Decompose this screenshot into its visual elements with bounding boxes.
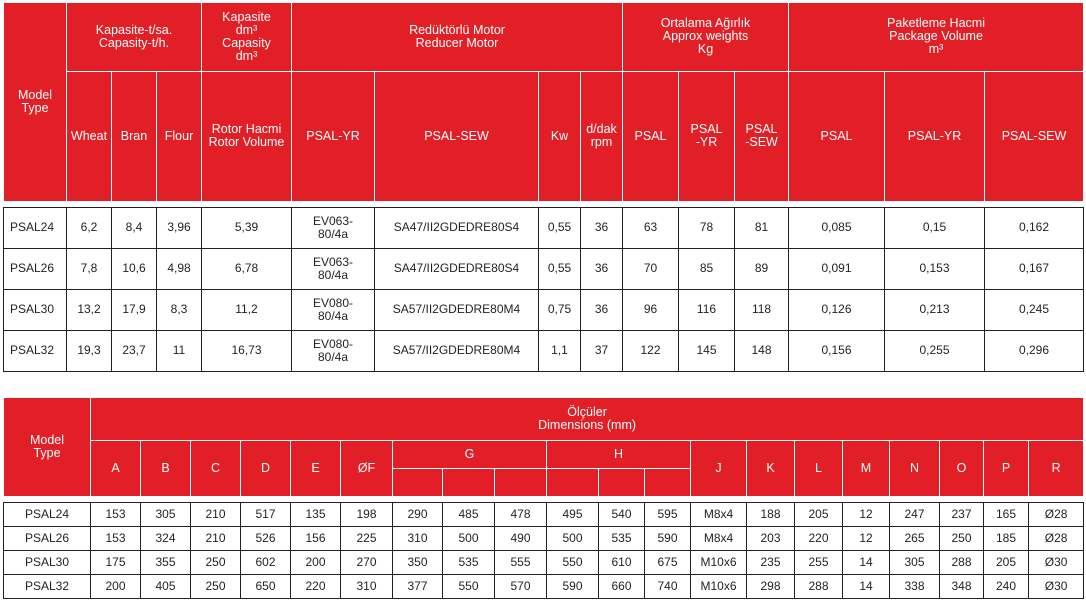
table-cell: 0,167 — [985, 248, 1084, 289]
table-cell: EV063- 80/4a — [292, 248, 375, 289]
table-cell: 16,73 — [202, 330, 292, 371]
table-cell: 165 — [984, 502, 1029, 526]
table-cell: 310 — [341, 574, 393, 598]
table-row — [4, 502, 1084, 526]
model-cell: PSAL32 — [4, 330, 67, 371]
table-cell: 198 — [341, 502, 393, 526]
table-cell: 270 — [341, 550, 393, 574]
dim-h-sub-header — [599, 468, 645, 496]
table-cell: 153 — [91, 502, 141, 526]
dim-l-header: L — [795, 440, 843, 496]
reducer-motor-header: Redüktörlü Motor Reducer Motor — [292, 3, 623, 71]
table-cell: 405 — [141, 574, 191, 598]
bran-header: Bran — [112, 71, 157, 201]
capacity-table — [3, 3, 1084, 372]
table-cell: 0,085 — [789, 207, 885, 248]
table-row — [4, 207, 1084, 248]
model-cell: PSAL32 — [4, 574, 91, 598]
table-cell: 11,2 — [202, 289, 292, 330]
package-volume-header: Paketleme Hacmi Package Volume m³ — [789, 3, 1084, 71]
table-cell: 495 — [547, 502, 599, 526]
table-cell: 0,213 — [885, 289, 985, 330]
table-cell: 36 — [581, 248, 623, 289]
table-row — [4, 289, 1084, 330]
table-cell: 14 — [843, 550, 890, 574]
table-row — [4, 248, 1084, 289]
table-cell: Ø28 — [1029, 526, 1084, 550]
table-cell: 23,7 — [112, 330, 157, 371]
table-row — [4, 550, 1084, 574]
table-cell: 0,55 — [539, 207, 581, 248]
table-cell: Ø28 — [1029, 502, 1084, 526]
dim-g-sub-header — [495, 468, 547, 496]
table-cell: Ø30 — [1029, 574, 1084, 598]
dim-h-header: H — [547, 440, 691, 468]
table-cell: 116 — [679, 289, 735, 330]
table-cell: M8x4 — [691, 526, 747, 550]
table-cell: 247 — [890, 502, 940, 526]
wheat-header: Wheat — [67, 71, 112, 201]
table-cell: 210 — [191, 502, 241, 526]
table-cell: 70 — [623, 248, 679, 289]
table-cell: 377 — [393, 574, 443, 598]
table-cell: Ø30 — [1029, 550, 1084, 574]
table-cell: 205 — [984, 550, 1029, 574]
table-cell: 175 — [91, 550, 141, 574]
table-cell: SA57/II2GDEDRE80M4 — [375, 289, 539, 330]
table-cell: 36 — [581, 207, 623, 248]
dim-e-header: E — [291, 440, 341, 496]
table-cell: 250 — [191, 550, 241, 574]
table-cell: 203 — [747, 526, 795, 550]
table-cell: 220 — [795, 526, 843, 550]
table-cell: M10x6 — [691, 574, 747, 598]
dimensions-table — [3, 398, 1084, 599]
table-cell: 12 — [843, 526, 890, 550]
table-cell: 12 — [843, 502, 890, 526]
weight-psal-yr-header: PSAL -YR — [679, 71, 735, 201]
table-cell: 220 — [291, 574, 341, 598]
table-cell: 89 — [735, 248, 789, 289]
table-cell: 122 — [623, 330, 679, 371]
table-cell: 0,245 — [985, 289, 1084, 330]
table-cell: 0,156 — [789, 330, 885, 371]
table-cell: 96 — [623, 289, 679, 330]
dim-g-sub-header — [393, 468, 443, 496]
table-cell: 188 — [747, 502, 795, 526]
table-cell: SA47/II2GDEDRE80S4 — [375, 248, 539, 289]
table-cell: 255 — [795, 550, 843, 574]
table-cell: 237 — [940, 502, 984, 526]
table-cell: 555 — [495, 550, 547, 574]
dim-m-header: M — [843, 440, 890, 496]
dim-h-sub-header — [645, 468, 691, 496]
table-cell: 14 — [843, 574, 890, 598]
table-cell: 0,091 — [789, 248, 885, 289]
capacity-header: Kapasite-t/sa. Capasity-t/h. — [67, 3, 202, 71]
table-cell: 135 — [291, 502, 341, 526]
table-cell: 200 — [91, 574, 141, 598]
table-cell: 210 — [191, 526, 241, 550]
table-cell: 535 — [599, 526, 645, 550]
dim-g-header: G — [393, 440, 547, 468]
table-cell: 8,4 — [112, 207, 157, 248]
table-cell: 17,9 — [112, 289, 157, 330]
table-cell: 13,2 — [67, 289, 112, 330]
flour-header: Flour — [157, 71, 202, 201]
dim-d-header: D — [241, 440, 291, 496]
table-cell: 355 — [141, 550, 191, 574]
table-cell: EV080- 80/4a — [292, 289, 375, 330]
model-type-header: Model Type — [4, 398, 91, 496]
table-cell: 185 — [984, 526, 1029, 550]
table-cell: 550 — [547, 550, 599, 574]
table-cell: 11 — [157, 330, 202, 371]
table-cell: 288 — [940, 550, 984, 574]
dim-p-header: P — [984, 440, 1029, 496]
table-cell: 148 — [735, 330, 789, 371]
package-psal-header: PSAL — [789, 71, 885, 201]
table-cell: 550 — [443, 574, 495, 598]
table-cell: 0,126 — [789, 289, 885, 330]
table-cell: 0,15 — [885, 207, 985, 248]
table-cell: 265 — [890, 526, 940, 550]
table-cell: 350 — [393, 550, 443, 574]
table-cell: 526 — [241, 526, 291, 550]
table-cell: 5,39 — [202, 207, 292, 248]
table-cell: 153 — [91, 526, 141, 550]
table-cell: 205 — [795, 502, 843, 526]
table-cell: 660 — [599, 574, 645, 598]
table-cell: 225 — [341, 526, 393, 550]
psal-yr-motor-header: PSAL-YR — [292, 71, 375, 201]
table-cell: EV063- 80/4a — [292, 207, 375, 248]
dimensions-header: Ölçüler Dimensions (mm) — [91, 398, 1084, 440]
table-cell: 348 — [940, 574, 984, 598]
dim-n-header: N — [890, 440, 940, 496]
dim-o-header: O — [940, 440, 984, 496]
rpm-header: d/dak rpm — [581, 71, 623, 201]
weights-header: Ortalama Ağırlık Approx weights Kg — [623, 3, 789, 71]
table-cell: M10x6 — [691, 550, 747, 574]
dim-j-header: J — [691, 440, 747, 496]
table-cell: 324 — [141, 526, 191, 550]
table-cell: 610 — [599, 550, 645, 574]
table-cell: 0,162 — [985, 207, 1084, 248]
table-cell: 3,96 — [157, 207, 202, 248]
psal-sew-motor-header: PSAL-SEW — [375, 71, 539, 201]
table-cell: 0,55 — [539, 248, 581, 289]
dim-k-header: K — [747, 440, 795, 496]
table-cell: 118 — [735, 289, 789, 330]
table-cell: 590 — [645, 526, 691, 550]
table-cell: 535 — [443, 550, 495, 574]
table-row — [4, 526, 1084, 550]
dim-g-sub-header — [443, 468, 495, 496]
package-psal-sew-header: PSAL-SEW — [985, 71, 1084, 201]
table-row — [4, 574, 1084, 598]
table-cell: 338 — [890, 574, 940, 598]
table-cell: 540 — [599, 502, 645, 526]
table-cell: 0,255 — [885, 330, 985, 371]
model-cell: PSAL30 — [4, 550, 91, 574]
table-cell: 81 — [735, 207, 789, 248]
dim-b-header: B — [141, 440, 191, 496]
table-cell: 156 — [291, 526, 341, 550]
table-cell: 63 — [623, 207, 679, 248]
table-cell: 1,1 — [539, 330, 581, 371]
table-cell: 305 — [890, 550, 940, 574]
table-cell: 500 — [547, 526, 599, 550]
table-cell: 8,3 — [157, 289, 202, 330]
table-cell: 675 — [645, 550, 691, 574]
table-cell: 595 — [645, 502, 691, 526]
table-cell: 36 — [581, 289, 623, 330]
table-cell: 240 — [984, 574, 1029, 598]
dim-a-header: A — [91, 440, 141, 496]
rotor-volume-header: Rotor Hacmi Rotor Volume — [202, 71, 292, 201]
table-cell: SA47/II2GDEDRE80S4 — [375, 207, 539, 248]
table-cell: 305 — [141, 502, 191, 526]
table-cell: 10,6 — [112, 248, 157, 289]
capacity-dm3-header: Kapasite dm³ Capasity dm³ — [202, 3, 292, 71]
weight-psal-header: PSAL — [623, 71, 679, 201]
table-cell: 298 — [747, 574, 795, 598]
table-cell: 288 — [795, 574, 843, 598]
table-cell: 490 — [495, 526, 547, 550]
table-cell: 6,2 — [67, 207, 112, 248]
model-cell: PSAL24 — [4, 502, 91, 526]
weight-psal-sew-header: PSAL -SEW — [735, 71, 789, 201]
model-type-header: Model Type — [4, 3, 67, 201]
table-cell: 200 — [291, 550, 341, 574]
table-cell: 0,296 — [985, 330, 1084, 371]
table-cell: 4,98 — [157, 248, 202, 289]
table-cell: 37 — [581, 330, 623, 371]
table-cell: 310 — [393, 526, 443, 550]
table-cell: 7,8 — [67, 248, 112, 289]
dim-r-header: R — [1029, 440, 1084, 496]
model-cell: PSAL30 — [4, 289, 67, 330]
model-cell: PSAL24 — [4, 207, 67, 248]
table-cell: 517 — [241, 502, 291, 526]
table-cell: 78 — [679, 207, 735, 248]
table-cell: 19,3 — [67, 330, 112, 371]
capacity-table-body — [4, 207, 1084, 371]
table-cell: 6,78 — [202, 248, 292, 289]
table-cell: 85 — [679, 248, 735, 289]
kw-header: Kw — [539, 71, 581, 201]
package-psal-yr-header: PSAL-YR — [885, 71, 985, 201]
table-cell: 0,75 — [539, 289, 581, 330]
table-cell: M8x4 — [691, 502, 747, 526]
table-cell: 500 — [443, 526, 495, 550]
table-cell: SA57/II2GDEDRE80M4 — [375, 330, 539, 371]
table-row — [4, 330, 1084, 371]
table-cell: 250 — [940, 526, 984, 550]
table-cell: 235 — [747, 550, 795, 574]
table-cell: 250 — [191, 574, 241, 598]
table-cell: 740 — [645, 574, 691, 598]
table-cell: 485 — [443, 502, 495, 526]
dimensions-table-body — [4, 502, 1084, 598]
table-cell: 290 — [393, 502, 443, 526]
table-cell: 570 — [495, 574, 547, 598]
table-cell: 478 — [495, 502, 547, 526]
table-cell: 0,153 — [885, 248, 985, 289]
dim-h-sub-header — [547, 468, 599, 496]
model-cell: PSAL26 — [4, 526, 91, 550]
table-cell: 590 — [547, 574, 599, 598]
table-cell: 145 — [679, 330, 735, 371]
dim-f-header: ØF — [341, 440, 393, 496]
table-cell: 650 — [241, 574, 291, 598]
model-cell: PSAL26 — [4, 248, 67, 289]
table-cell: 602 — [241, 550, 291, 574]
table-cell: EV080- 80/4a — [292, 330, 375, 371]
dim-c-header: C — [191, 440, 241, 496]
